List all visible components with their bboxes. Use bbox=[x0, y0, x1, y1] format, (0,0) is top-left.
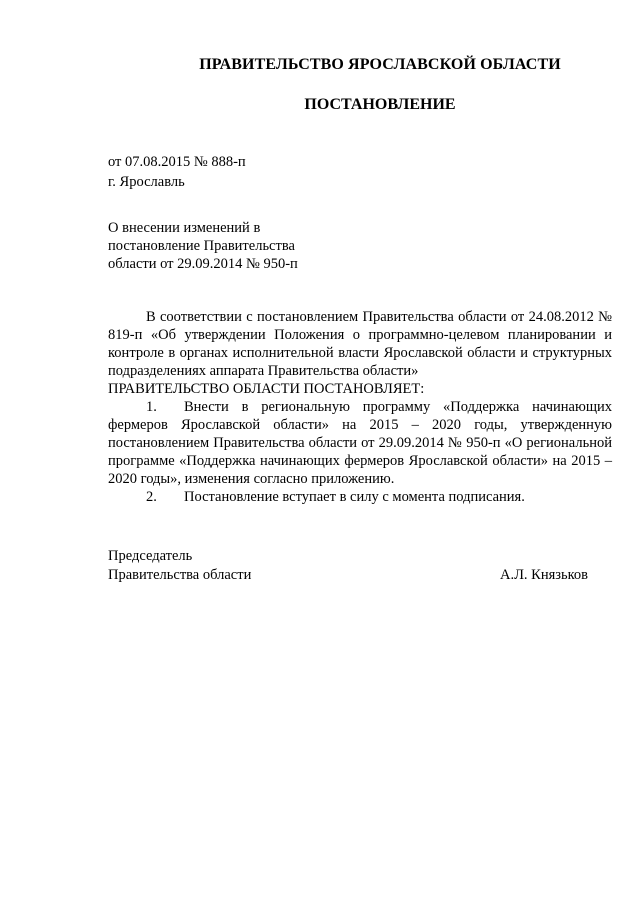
signatory-title-line-2: Правительства области bbox=[108, 567, 252, 583]
subject-line-3: области от 29.09.2014 № 950-п bbox=[108, 256, 298, 272]
resolves-heading: ПРАВИТЕЛЬСТВО ОБЛАСТИ ПОСТАНОВЛЯЕТ: bbox=[108, 381, 425, 397]
document-city: г. Ярославль bbox=[108, 174, 185, 190]
signature-block bbox=[108, 547, 588, 585]
document-meta bbox=[108, 152, 246, 192]
list-item-2 bbox=[108, 488, 612, 506]
list-item-text: Постановление вступает в силу с момента подписания. bbox=[184, 489, 525, 505]
list-item-1 bbox=[108, 398, 612, 488]
organization-title: ПРАВИТЕЛЬСТВО ЯРОСЛАВСКОЙ ОБЛАСТИ bbox=[199, 56, 561, 73]
signatory-name: А.Л. Князьков bbox=[499, 567, 588, 583]
document-type-title: ПОСТАНОВЛЕНИЕ bbox=[304, 96, 456, 113]
signature-row bbox=[108, 566, 588, 585]
subject-line-1: О внесении изменений в bbox=[108, 220, 261, 236]
document-subject bbox=[108, 219, 348, 273]
list-item-number: 1. bbox=[146, 399, 157, 415]
document-date-number: от 07.08.2015 № 888-п bbox=[108, 154, 246, 170]
document-body bbox=[108, 308, 612, 506]
signatory-title-line-1: Председатель bbox=[108, 548, 193, 564]
list-item-text: Внести в региональную программу «Поддержка начинающих фермеров Ярославской области» на 2015 – 2020 годы, утвержденную постановлением Правительства области от 29.09.2014 № 950-п «О региональной программе «Поддержка начинающих фермеров Ярославской области» на 2015 – 2020 годы», изменения согласно приложению. bbox=[108, 399, 612, 487]
preamble-paragraph: В соответствии с постановлением Правительства области от 24.08.2012 № 819-п «Об утверждении Положения о программно-целевом планировании и контроле в органах исполнительной власти Ярославской области и структурных подразделениях аппарата Правительства области» bbox=[108, 309, 612, 379]
list-item-number: 2. bbox=[146, 489, 157, 505]
subject-line-2: постановление Правительства bbox=[108, 238, 295, 254]
